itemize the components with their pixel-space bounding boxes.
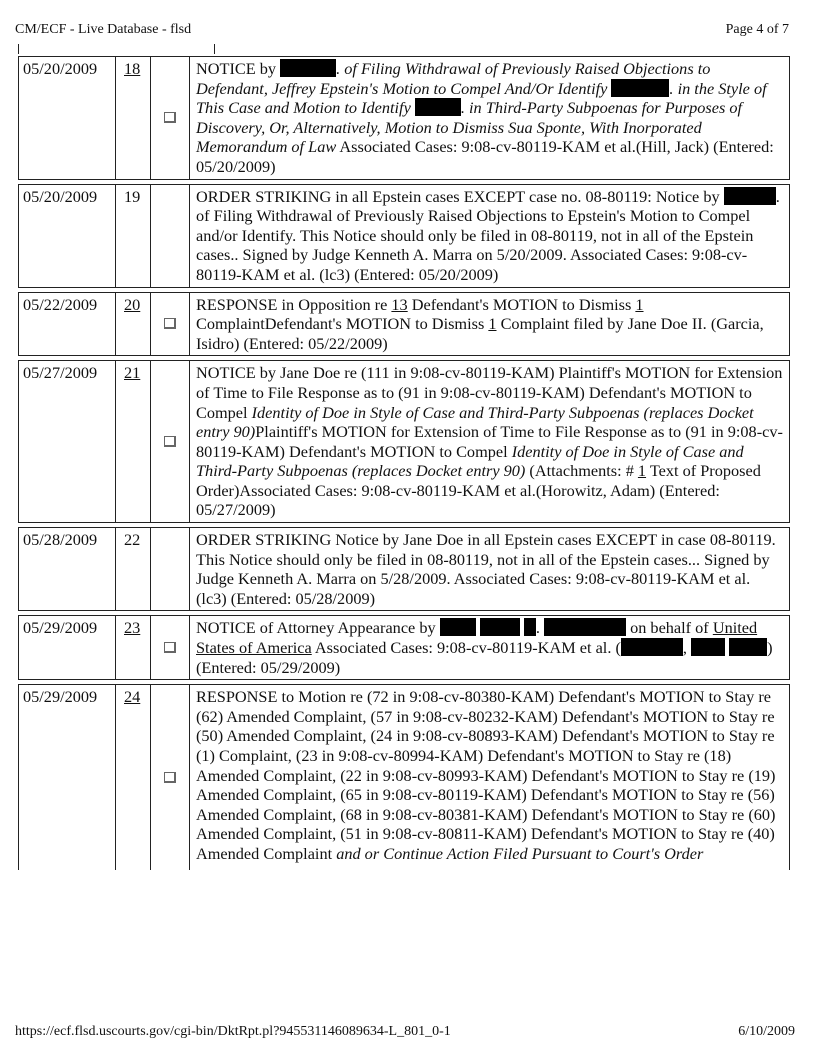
redaction xyxy=(544,618,626,636)
docket-number-link[interactable]: 18 xyxy=(124,59,141,78)
party-link[interactable]: United States of America xyxy=(196,618,758,658)
docket-text: NOTICE by Jane Doe re (111 in 9:08-cv-80119-KAM) Plaintiff's MOTION for Extension of Time to File Response as to (91 in 9:08-cv-80119-KAM) Defendant's MOTION to Compel Identity of Doe in Style of Case and Third-Party Subpoenas (replaces Docket entry 90)Plaintiff's MOTION for Extension of Time to File Response as to (91 in 9:08-cv-80119-KAM) Defendant's MOTION to Compel Identity of Doe in Style of Case and Third-Party Subpoenas (replaces Docket entry 90) (Attachments: # 1 Text of Proposed Order)Associated Cases: 9:08-cv-80119-KAM et al.(Horowitz, Adam) (Entered: 05/27/2009) xyxy=(190,360,790,523)
document-checkbox[interactable] xyxy=(164,772,176,783)
docket-row xyxy=(18,527,790,611)
redaction xyxy=(440,618,476,636)
redaction xyxy=(280,59,336,77)
docket-table xyxy=(18,52,790,874)
docket-text: NOTICE of Attorney Appearance by . on behalf of United States of America Associated Cases: 9:08-cv-80119-KAM et al. ( , ) (Entered: 05/29/2009) xyxy=(190,615,790,680)
docket-row xyxy=(18,56,790,180)
docket-row xyxy=(18,360,790,523)
document-checkbox[interactable] xyxy=(164,642,176,653)
entry-date: 05/29/2009 xyxy=(18,684,116,869)
page-header-title: CM/ECF - Live Database - flsd xyxy=(15,22,192,37)
entry-date: 05/20/2009 xyxy=(18,56,116,180)
redaction xyxy=(729,638,767,656)
document-checkbox[interactable] xyxy=(164,112,176,123)
redaction xyxy=(691,638,725,656)
docket-number: 22 xyxy=(116,527,151,611)
redaction xyxy=(621,638,683,656)
entry-date: 05/20/2009 xyxy=(18,184,116,288)
print-date: 6/10/2009 xyxy=(738,1024,795,1039)
docket-row xyxy=(18,684,790,869)
entry-date: 05/22/2009 xyxy=(18,292,116,357)
redaction xyxy=(611,79,669,97)
docket-row xyxy=(18,184,790,288)
docket-number-link[interactable]: 24 xyxy=(124,687,141,707)
docket-number: 19 xyxy=(116,184,151,288)
page-url: https://ecf.flsd.uscourts.gov/cgi-bin/DktRpt.pl?945531146089634-L_801_0-1 xyxy=(15,1024,451,1039)
ref-link[interactable]: 13 xyxy=(391,294,408,314)
ref-link[interactable]: 1 xyxy=(488,314,497,334)
docket-number-link[interactable]: 21 xyxy=(124,363,141,383)
docket-text: NOTICE by . of Filing Withdrawal of Previously Raised Objections to Defendant, Jeffrey Epstein's Motion to Compel And/Or Identify . in the Style of This Case and Motion to Identify . in Third-Party Subpoenas for Purposes of Discovery, Or, Alternatively, Motion to Dismiss Sua Sponte, With Inorporated Memorandum of Law Associated Cases: 9:08-cv-80119-KAM et al.(Hill, Jack) (Entered: 05/20/2009) xyxy=(190,56,790,180)
document-checkbox[interactable] xyxy=(164,318,176,329)
docket-row xyxy=(18,292,790,357)
docket-row xyxy=(18,615,790,680)
entry-date: 05/27/2009 xyxy=(18,360,116,523)
attachment-link[interactable]: 1 xyxy=(637,461,647,481)
docket-text: ORDER STRIKING in all Epstein cases EXCEPT case no. 08-80119: Notice by . of Filing Withdrawal of Previously Raised Objections to Epstein's Motion to Compel and/or Identify. This Notice should only be filed in 08-80119, not in all of the Epstein cases.. Signed by Judge Kenneth A. Marra on 5/20/2009. Associated Cases: 9:08-cv-80119-KAM et al. (lc3) (Entered: 05/20/2009) xyxy=(190,184,790,288)
entry-date: 05/29/2009 xyxy=(18,615,116,680)
docket-text: ORDER STRIKING Notice by Jane Doe in all Epstein cases EXCEPT in case 08-80119. This Notice should only be filed in 08-80119, not in all of the Epstein cases... Signed by Judge Kenneth A. Marra on 5/28/2009. Associated Cases: 9:08-cv-80119-KAM et al. (lc3) (Entered: 05/28/2009) xyxy=(190,527,790,611)
redaction xyxy=(415,98,461,116)
docket-text: RESPONSE in Opposition re 13 Defendant's MOTION to Dismiss 1 ComplaintDefendant's MOTION to Dismiss 1 Complaint filed by Jane Doe II. (Garcia, Isidro) (Entered: 05/22/2009) xyxy=(190,292,790,357)
redaction xyxy=(724,187,776,205)
page-number: Page 4 of 7 xyxy=(725,22,789,37)
document-checkbox[interactable] xyxy=(164,436,176,447)
docket-number-link[interactable]: 20 xyxy=(124,294,141,314)
ref-link[interactable]: 1 xyxy=(635,294,644,314)
redaction xyxy=(480,618,520,636)
redaction xyxy=(524,618,536,636)
docket-number-link[interactable]: 23 xyxy=(124,618,141,638)
docket-text: RESPONSE to Motion re (72 in 9:08-cv-80380-KAM) Defendant's MOTION to Stay re (62) Amended Complaint, (57 in 9:08-cv-80232-KAM) Defendant's MOTION to Stay re (50) Amended Complaint, (24 in 9:08-cv-80893-KAM) Defendant's MOTION to Stay re (1) Complaint, (23 in 9:08-cv-80994-KAM) Defendant's MOTION to Stay re (18) Amended Complaint, (22 in 9:08-cv-80993-KAM) Defendant's MOTION to Stay re (19) Amended Complaint, (65 in 9:08-cv-80119-KAM) Defendant's MOTION to Stay re (56) Amended Complaint, (68 in 9:08-cv-80381-KAM) Defendant's MOTION to Stay re (60) Amended Complaint, (51 in 9:08-cv-80811-KAM) Defendant's MOTION to Stay re (40) Amended Complaint and or Continue Action Filed Pursuant to Court's Order xyxy=(190,684,790,869)
entry-date: 05/28/2009 xyxy=(18,527,116,611)
